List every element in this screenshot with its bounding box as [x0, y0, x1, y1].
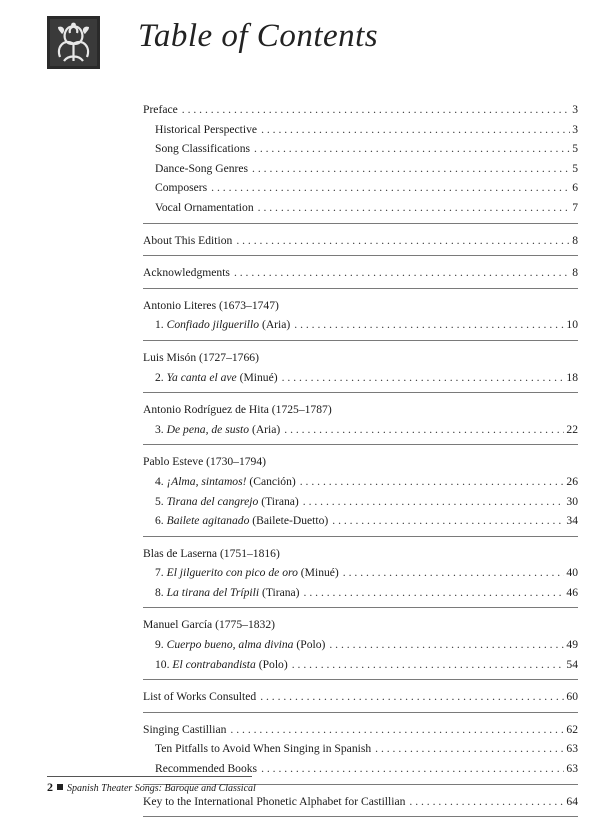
page-number: 18 [566, 370, 578, 384]
toc-entry[interactable] [143, 687, 578, 707]
page-number: 30 [566, 494, 578, 508]
song-genre: (Minué) [300, 566, 339, 580]
page-number: 54 [566, 657, 578, 671]
toc-entry[interactable] [143, 368, 578, 388]
song-genre: (Polo) [296, 638, 326, 652]
toc-section [143, 261, 578, 289]
song-number: 4. [155, 474, 164, 488]
page-number: 10 [566, 318, 578, 332]
song-number: 8. [155, 585, 164, 599]
toc-entry[interactable] [143, 159, 578, 179]
page-number: 49 [566, 638, 578, 652]
toc-section [143, 718, 578, 785]
song-number: 9. [155, 638, 164, 652]
toc-entry-label: Recommended Books [155, 762, 258, 776]
dot-leader [304, 583, 565, 603]
composer-heading: Manuel García (1775–1832) [143, 618, 275, 632]
toc-entry[interactable] [143, 492, 578, 512]
toc-entry[interactable] [143, 198, 578, 218]
song-title: Confiado jilguerillo [166, 318, 260, 332]
song-number: 5. [155, 494, 164, 508]
toc-entry-label: Key to the International Phonetic Alphabet for Castillian [143, 794, 406, 808]
page-number: 63 [566, 742, 578, 756]
toc-section [143, 450, 578, 536]
song-title: El jilguerito con pico de oro [166, 566, 298, 580]
page-number: 5 [572, 161, 578, 175]
dot-leader [375, 739, 564, 759]
song-genre: (Minué) [239, 370, 278, 384]
toc-entry[interactable] [143, 563, 578, 583]
page-number: 64 [566, 794, 578, 808]
song-title: Ya canta el ave [166, 370, 237, 384]
toc-entry-label: Vocal Ornamentation [155, 200, 254, 214]
toc-section [143, 294, 578, 341]
toc-entry[interactable] [143, 655, 578, 675]
composer-heading: Pablo Esteve (1730–1794) [143, 455, 267, 469]
toc-entry-label [155, 472, 296, 492]
toc-section [143, 398, 578, 445]
dot-leader [300, 472, 565, 492]
page-number: 46 [566, 585, 578, 599]
celtic-knot-ornament-icon [47, 16, 100, 69]
song-genre: (Aria) [261, 318, 291, 332]
page-number: 62 [566, 722, 578, 736]
song-title: De pena, de susto [166, 422, 250, 436]
toc-section [143, 229, 578, 257]
toc-section [143, 346, 578, 393]
toc-entry[interactable] [143, 420, 578, 440]
page-number: 8 [572, 233, 578, 247]
toc-entry[interactable] [143, 720, 578, 740]
dot-leader [294, 315, 564, 335]
toc-entry-label [155, 315, 290, 335]
song-genre: (Bailete-Duetto) [252, 514, 329, 528]
dot-leader [182, 100, 570, 120]
page-number: 7 [572, 200, 578, 214]
song-number: 2. [155, 370, 164, 384]
page-number: 60 [566, 690, 578, 704]
toc-section [143, 98, 578, 224]
toc-section [143, 542, 578, 609]
song-genre: (Tirana) [261, 494, 299, 508]
page-number: 6 [572, 181, 578, 195]
toc-entry[interactable] [143, 583, 578, 603]
song-title: Bailete agitanado [166, 514, 250, 528]
toc-entry-label: Dance-Song Genres [155, 161, 249, 175]
toc-entry-label [155, 583, 300, 603]
dot-leader [211, 178, 570, 198]
toc-entry-label [155, 492, 299, 512]
toc-entry[interactable] [143, 100, 578, 120]
page-number: 3 [572, 122, 578, 136]
dot-leader [230, 720, 564, 740]
song-genre: (Polo) [258, 657, 288, 671]
toc-entry-label: Singing Castillian [143, 722, 227, 736]
dot-leader [234, 263, 570, 283]
toc-entry-label [155, 563, 339, 583]
toc-entry-label [155, 420, 280, 440]
dot-leader [236, 231, 570, 251]
song-genre: (Aria) [251, 422, 281, 436]
song-title: Cuerpo bueno, alma divina [166, 638, 294, 652]
toc-entry[interactable] [143, 511, 578, 531]
dot-leader [261, 120, 570, 140]
page-number: 34 [566, 514, 578, 528]
toc-entry-label: Ten Pitfalls to Avoid When Singing in Spanish [155, 742, 372, 756]
page-number: 5 [572, 142, 578, 156]
toc-entry[interactable] [143, 139, 578, 159]
dot-leader [282, 368, 565, 388]
song-number: 3. [155, 422, 164, 436]
song-title: El contrabandista [172, 657, 256, 671]
toc-entry-label [155, 511, 328, 531]
toc-entry-label: Acknowledgments [143, 266, 230, 280]
composer-heading: Luis Misón (1727–1766) [143, 350, 259, 364]
toc-entry-label: Preface [143, 103, 178, 116]
dot-leader [329, 635, 564, 655]
dot-leader [409, 792, 564, 812]
composer-heading: Antonio Literes (1673–1747) [143, 298, 279, 312]
toc-section [143, 685, 578, 713]
dot-leader [292, 655, 565, 675]
toc-entry[interactable] [143, 263, 578, 283]
toc-section [143, 613, 578, 680]
toc-entry-label: Historical Perspective [155, 122, 258, 136]
dot-leader [303, 492, 565, 512]
toc-entry[interactable] [143, 472, 578, 492]
toc-entry-label: Composers [155, 181, 208, 195]
page-number: 8 [572, 266, 578, 280]
song-number: 7. [155, 566, 164, 580]
table-of-contents [143, 98, 578, 817]
footer-book-title: Spanish Theater Songs: Baroque and Classical [67, 783, 256, 794]
page-number: 22 [566, 422, 578, 436]
song-genre: (Tirana) [261, 585, 300, 599]
toc-entry-label: About This Edition [143, 233, 233, 247]
song-title: Tirana del cangrejo [166, 494, 259, 508]
page-number: 63 [566, 762, 578, 776]
composer-heading: Antonio Rodríguez de Hita (1725–1787) [143, 403, 332, 417]
footer-page-number: 2 [47, 780, 53, 794]
song-number: 10. [155, 657, 170, 671]
dot-leader [258, 198, 571, 218]
toc-entry[interactable] [143, 635, 578, 655]
dot-leader [332, 511, 564, 531]
toc-entry-label [155, 368, 278, 388]
dot-leader [254, 139, 570, 159]
toc-entry[interactable] [143, 739, 578, 759]
toc-entry-label [155, 635, 325, 655]
dot-leader [252, 159, 570, 179]
page-number: 40 [566, 566, 578, 580]
toc-entry-label: Song Classifications [155, 142, 251, 156]
dot-leader [284, 420, 564, 440]
toc-entry[interactable] [143, 231, 578, 251]
square-bullet-icon [57, 784, 63, 790]
page-number: 26 [566, 474, 578, 488]
dot-leader [343, 563, 565, 583]
page-number: 3 [572, 103, 578, 116]
song-title: La tirana del Trípili [166, 585, 260, 599]
dot-leader [261, 759, 564, 779]
toc-entry[interactable] [143, 120, 578, 140]
song-genre: (Canción) [249, 474, 296, 488]
page-title: Table of Contents [138, 18, 379, 54]
song-number: 1. [155, 318, 164, 332]
page-footer [47, 776, 256, 795]
composer-heading: Blas de Laserna (1751–1816) [143, 546, 280, 560]
toc-entry[interactable] [143, 178, 578, 198]
song-number: 6. [155, 514, 164, 528]
knot-ornament-graphic [50, 19, 97, 66]
toc-entry[interactable] [143, 315, 578, 335]
toc-entry-label [155, 655, 288, 675]
dot-leader [260, 687, 564, 707]
toc-entry-label: List of Works Consulted [143, 690, 257, 704]
song-title: ¡Alma, sintamos! [166, 474, 247, 488]
